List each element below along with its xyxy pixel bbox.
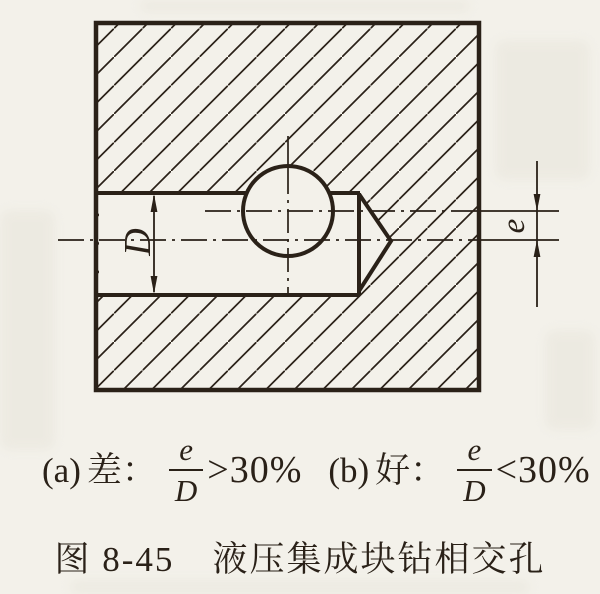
fraction-numerator: e: [467, 432, 482, 467]
figure-number: 图 8-45: [54, 540, 175, 579]
subcaption-b-condition: <30%: [495, 449, 591, 491]
fraction-e-over-D: [457, 434, 491, 506]
figure-title: 液压集成块钻相交孔: [212, 540, 546, 579]
subcaption-a-index: (a): [42, 450, 81, 490]
figure-caption: [0, 540, 600, 580]
subcaption-a-verdict: 差：: [86, 450, 157, 490]
fraction-e-over-D: [169, 434, 203, 506]
subcaption-a-condition: >30%: [207, 449, 303, 491]
dimension-label-e: e: [496, 218, 532, 234]
subcaption-b-index: (b): [328, 450, 370, 490]
arrowhead-up-icon: [534, 240, 541, 257]
subcaption-b-verdict: 好：: [375, 450, 446, 490]
fraction-denominator: D: [169, 469, 203, 506]
arrowhead-down-icon: [534, 194, 541, 211]
fraction-denominator: D: [457, 469, 491, 506]
fraction-numerator: e: [179, 432, 193, 467]
dimension-label-D: D: [117, 228, 159, 256]
subcaption-row: [42, 432, 591, 508]
bleed-through-artifact: [70, 580, 530, 594]
